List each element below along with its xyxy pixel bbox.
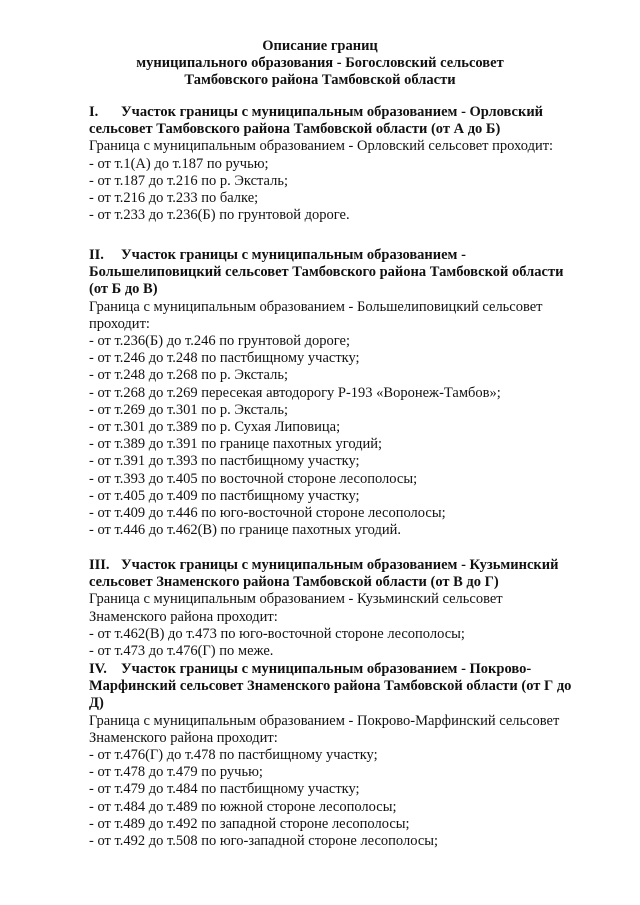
section-number: III. (89, 557, 110, 573)
list-item: - от т.187 до т.216 по р. Эксталь; (89, 172, 288, 189)
list-item: - от т.479 до т.484 по пастбищному участку; (89, 781, 360, 798)
title-line: муниципального образования - Богословский сельсовет (136, 55, 504, 71)
list-item: - от т.393 до т.405 по восточной стороне лесополосы; (89, 470, 418, 487)
section-intro: Граница с муниципальным образованием - Орловский сельсовет проходит: (89, 138, 554, 155)
section-4 (89, 661, 629, 850)
section-intro: Граница с муниципальным образованием - Большелиповицкий сельсовет (89, 298, 543, 315)
list-item: - от т.446 до т.462(В) по границе пахотных угодий. (89, 522, 402, 539)
list-item: - от т.484 до т.489 по южной стороне лесополосы; (89, 798, 397, 815)
list-item: - от т.269 до т.301 по р. Эксталь; (89, 401, 288, 418)
list-item: - от т.301 до т.389 по р. Сухая Липовица; (89, 419, 341, 436)
list-item: - от т.216 до т.233 по балке; (89, 190, 259, 207)
list-item: - от т.1(А) до т.187 по ручью; (89, 155, 269, 172)
list-item: - от т.492 до т.508 по юго-западной стороне лесополосы; (89, 833, 439, 850)
section-heading: IV. Участок границы с муниципальным образованием - Покрово- Марфинский сельсовет Знаменского района Тамбовской области (от Г до Д) (89, 661, 572, 712)
section-intro: Граница с муниципальным образованием - Кузьминский сельсовет (89, 591, 503, 608)
list-item: - от т.246 до т.248 по пастбищному участку; (89, 350, 360, 367)
section-heading: I. Участок границы с муниципальным образованием - Орловский сельсовет Тамбовского района Тамбовской области (от А до Б) (89, 104, 544, 138)
section-intro: Граница с муниципальным образованием - Покрово-Марфинский сельсовет (89, 712, 560, 729)
list-item: - от т.389 до т.391 по границе пахотных угодий; (89, 436, 383, 453)
document-title (0, 38, 640, 89)
section-intro: Знаменского района проходит: (89, 608, 278, 625)
section-heading: II. Участок границы с муниципальным образованием - Большелиповицкий сельсовет Тамбовского района Тамбовской области (от Б до В) (89, 247, 564, 298)
section-number: I. (89, 104, 99, 120)
list-item: - от т.462(В) до т.473 по юго-восточной стороне лесополосы; (89, 625, 465, 642)
section-number: II. (89, 247, 104, 263)
section-number: IV. (89, 661, 107, 677)
section-heading: III. Участок границы с муниципальным образованием - Кузьминский сельсовет Знаменского района Тамбовской области (от В до Г) (89, 557, 559, 591)
list-item: - от т.233 до т.236(Б) по грунтовой дороге. (89, 207, 350, 224)
list-item: - от т.391 до т.393 по пастбищному участку; (89, 453, 360, 470)
list-item: - от т.473 до т.476(Г) по меже. (89, 643, 274, 660)
list-item: - от т.236(Б) до т.246 по грунтовой дороге; (89, 333, 350, 350)
list-item: - от т.248 до т.268 по р. Эксталь; (89, 367, 288, 384)
section-intro: Знаменского района проходит: (89, 729, 278, 746)
list-item: - от т.478 до т.479 по ручью; (89, 764, 263, 781)
section-3 (89, 557, 629, 660)
list-item: - от т.409 до т.446 по юго-восточной стороне лесополосы; (89, 505, 446, 522)
section-2 (89, 247, 629, 539)
section-1 (89, 104, 629, 224)
list-item: - от т.476(Г) до т.478 по пастбищному участку; (89, 747, 378, 764)
list-item: - от т.268 до т.269 пересекая автодорогу Р-193 «Воронеж-Тамбов»; (89, 384, 501, 401)
title-line: Тамбовского района Тамбовской области (184, 72, 456, 88)
list-item: - от т.489 до т.492 по западной стороне лесополосы; (89, 815, 410, 832)
title-line: Описание границ (262, 38, 378, 54)
list-item: - от т.405 до т.409 по пастбищному участку; (89, 487, 360, 504)
section-intro: проходит: (89, 315, 150, 332)
